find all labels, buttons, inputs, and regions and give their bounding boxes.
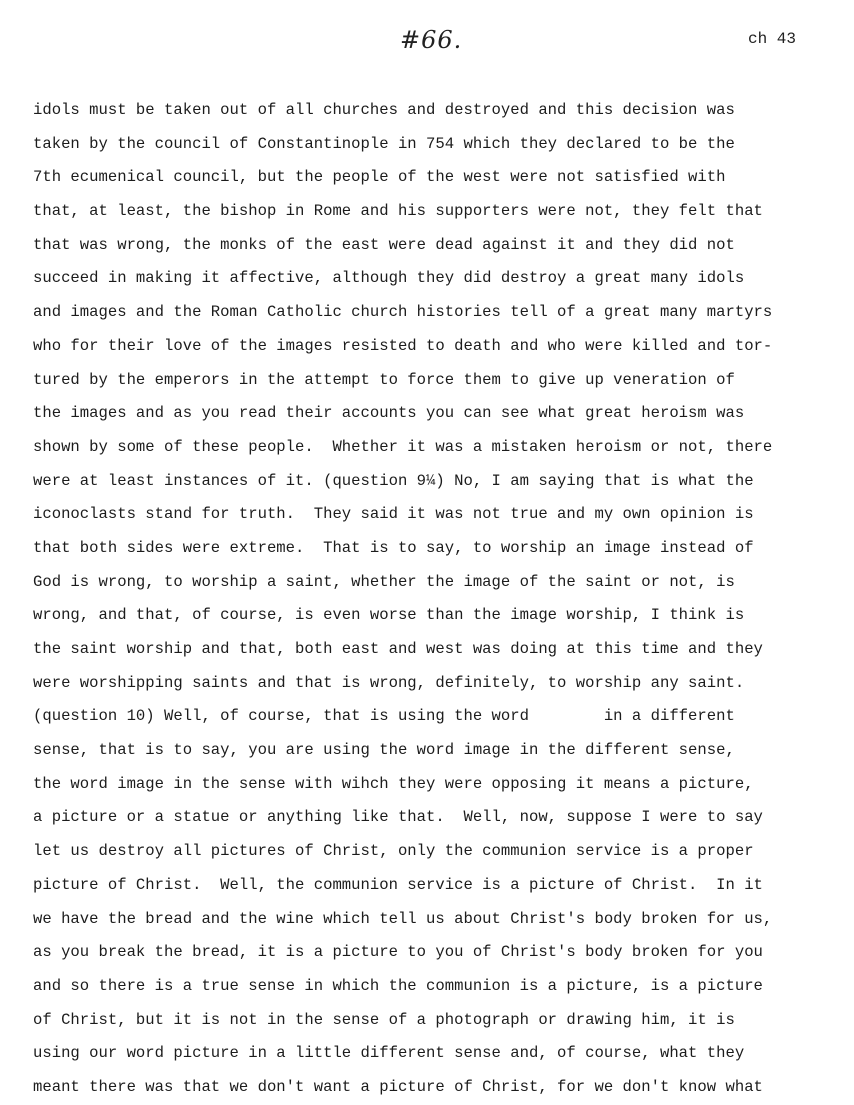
text-line: using our word picture in a little different sense and, of course, what they (33, 1044, 745, 1063)
text-line: sense, that is to say, you are using the word image in the different sense, (33, 741, 735, 760)
text-line: the word image in the sense with wihch they were opposing it means a picture, (33, 774, 754, 793)
text-line: meant there was that we don't want a picture of Christ, for we don't know what (33, 1077, 763, 1096)
text-line: wrong, and that, of course, is even worse than the image worship, I think is (33, 606, 745, 625)
text-line: succeed in making it affective, although they did destroy a great many idols (33, 269, 745, 288)
body-text (33, 94, 843, 1105)
text-line: taken by the council of Constantinople in 754 which they declared to be the (33, 134, 735, 153)
text-line: shown by some of these people. Whether it was a mistaken heroism or not, there (33, 437, 773, 456)
text-line: (question 10) Well, of course, that is using the word in a different (33, 707, 735, 726)
text-line: let us destroy all pictures of Christ, only the communion service is a proper (33, 842, 754, 861)
text-line: as you break the bread, it is a picture to you of Christ's body broken for you (33, 943, 763, 962)
text-line: that, at least, the bishop in Rome and his supporters were not, they felt that (33, 202, 763, 221)
text-line: of Christ, but it is not in the sense of a photograph or drawing him, it is (33, 1010, 735, 1029)
text-line: picture of Christ. Well, the communion service is a picture of Christ. In it (33, 875, 763, 894)
text-line: and so there is a true sense in which the communion is a picture, is a picture (33, 976, 763, 995)
text-line: who for their love of the images resisted to death and who were killed and tor- (33, 336, 773, 355)
text-line: and images and the Roman Catholic church histories tell of a great many martyrs (33, 303, 773, 322)
text-line: that was wrong, the monks of the east were dead against it and they did not (33, 235, 735, 254)
text-line: the images and as you read their accounts you can see what great heroism was (33, 404, 745, 423)
text-line: iconoclasts stand for truth. They said it was not true and my own opinion is (33, 505, 754, 524)
text-line: tured by the emperors in the attempt to force them to give up veneration of (33, 370, 735, 389)
text-line: God is wrong, to worship a saint, whether the image of the saint or not, is (33, 572, 735, 591)
text-line: the saint worship and that, both east and west was doing at this time and they (33, 640, 763, 658)
text-line: that both sides were extreme. That is to say, to worship an image instead of (33, 538, 754, 557)
page-number: #66. (400, 26, 463, 54)
text-line: we have the bread and the wine which tell us about Christ's body broken for us, (33, 909, 773, 928)
text-line: were worshipping saints and that is wrong, definitely, to worship any saint. (33, 673, 745, 692)
text-line: 7th ecumenical council, but the people of the west were not satisfied with (33, 168, 726, 187)
chapter-reference: ch 43 (748, 30, 797, 48)
text-line: a picture or a statue or anything like that. Well, now, suppose I were to say (33, 808, 763, 827)
text-line: idols must be taken out of all churches and destroyed and this decision was (33, 101, 735, 119)
text-line: were at least instances of it. (question 9¼) No, I am saying that is what the (33, 471, 754, 490)
